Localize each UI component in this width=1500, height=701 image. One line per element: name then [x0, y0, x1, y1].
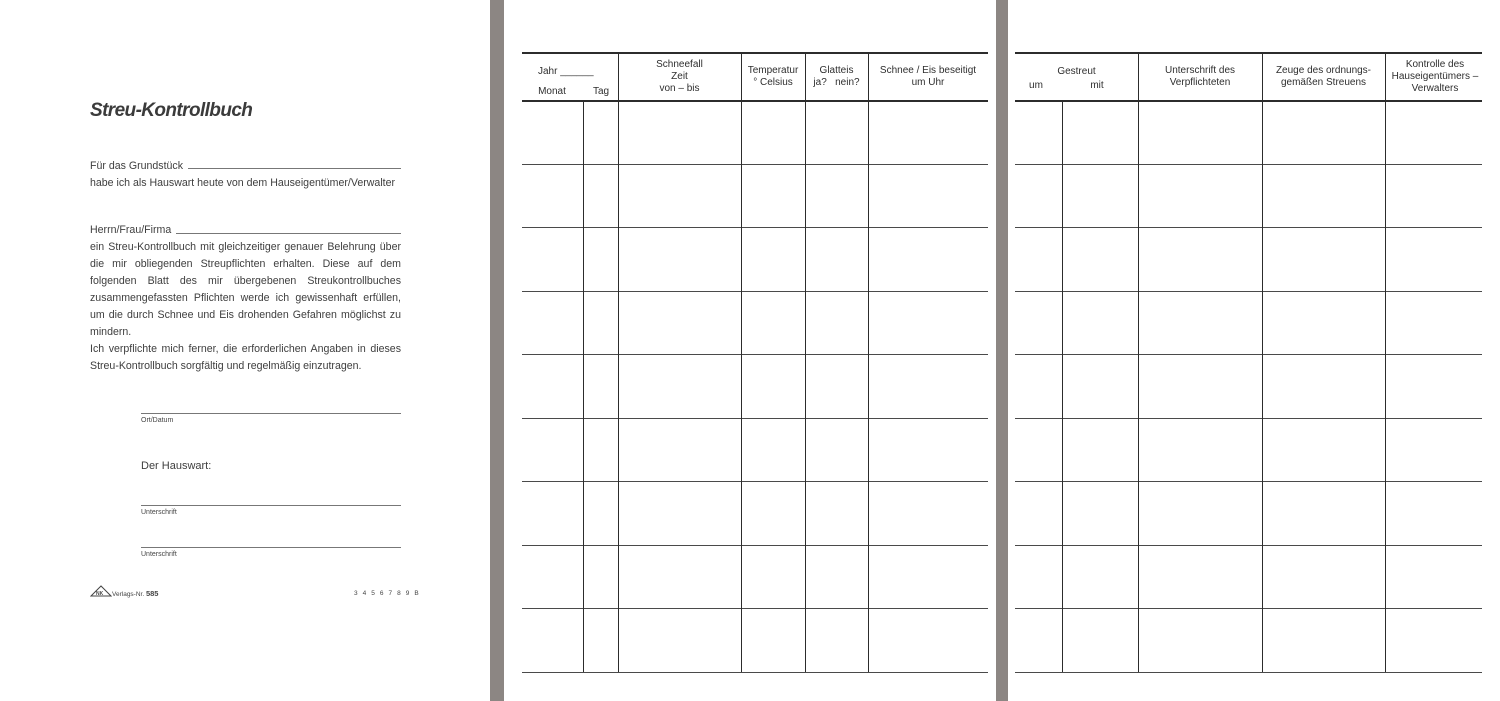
- grundstueck-line[interactable]: [188, 168, 401, 169]
- mid-top-rule: [522, 52, 988, 54]
- mid-row-line: [522, 164, 988, 165]
- header-schnee-eis: Schnee / Eis beseitigt um Uhr: [879, 65, 977, 88]
- unterschrift-label-1: Unterschrift: [141, 509, 177, 516]
- mid-row-line: [522, 545, 988, 546]
- mid-column-line: [805, 52, 806, 672]
- header-zeuge: Zeuge des ordnungs- gemäßen Streuens: [1275, 65, 1372, 88]
- header-schneefall: Schneefall Zeit von – bis: [656, 59, 703, 94]
- grundstueck-label: Für das Grundstück: [90, 160, 184, 172]
- mid-row-line: [522, 608, 988, 609]
- right-page: [1008, 0, 1500, 701]
- signature-line-1[interactable]: [141, 505, 401, 506]
- right-subcolumn-line: [1062, 100, 1063, 672]
- mid-header-rule: [522, 100, 988, 102]
- mid-column-line: [741, 52, 742, 672]
- hauswart-sentence: habe ich als Hauswart heute von dem Hauseigentümer/Verwalter: [90, 177, 396, 189]
- unterschrift-label-2: Unterschrift: [141, 551, 177, 558]
- header-temperatur: Temperatur ° Celsius: [747, 65, 799, 88]
- right-row-line: [1015, 481, 1482, 482]
- middle-page: [504, 0, 996, 701]
- header-gestreut: Gestreut: [1057, 66, 1096, 77]
- header-mit: mit: [1090, 80, 1104, 91]
- book-gutter-2: [996, 0, 1008, 701]
- right-row-line: [1015, 291, 1482, 292]
- signature-line-2[interactable]: [141, 547, 401, 548]
- book-gutter: [490, 0, 504, 701]
- header-kontrolle: Kontrolle des Hauseigentümers – Verwalters: [1391, 59, 1479, 94]
- mid-row-line: [522, 354, 988, 355]
- right-row-line: [1015, 545, 1482, 546]
- verlag-number: Verlags-Nr. 585: [112, 589, 159, 598]
- mid-column-line: [868, 52, 869, 672]
- page-title: Streu-Kontrollbuch: [90, 100, 253, 121]
- right-row-line: [1015, 672, 1482, 673]
- right-row-line: [1015, 227, 1482, 228]
- logo-lettering: NK: [96, 591, 104, 597]
- left-page: [0, 0, 490, 701]
- right-row-line: [1015, 608, 1482, 609]
- mid-row-line: [522, 481, 988, 482]
- mid-row-line: [522, 418, 988, 419]
- header-unterschrift: Unterschrift des Verpflichteten: [1164, 65, 1236, 88]
- right-row-line: [1015, 418, 1482, 419]
- mid-column-line: [618, 52, 619, 672]
- mid-row-line: [522, 291, 988, 292]
- header-um: um: [1029, 80, 1043, 91]
- ort-datum-label: Ort/Datum: [141, 417, 174, 424]
- right-row-line: [1015, 164, 1482, 165]
- right-column-line: [1138, 52, 1139, 672]
- herrn-label: Herrn/Frau/Firma: [90, 224, 172, 236]
- mid-row-line: [522, 672, 988, 673]
- instruction-paragraph: ein Streu-Kontrollbuch mit gleichzeitiger genauer Belehrung über die mir obliegenden Streupflichten erhalten. Diese auf dem folgenden Blatt des mir übergebenen Streukontrollbuches zusammengefassten Pflichten werde ich gewissenhaft erfüllen, um die durch Schnee und Eis drohenden Gefahren möglichst zu mindern.: [90, 241, 401, 338]
- right-row-line: [1015, 354, 1482, 355]
- right-top-rule: [1015, 52, 1482, 54]
- header-glatteis: Glatteis ja? nein?: [813, 65, 860, 88]
- article-code: 3 4 5 6 7 8 9 B: [354, 590, 421, 597]
- header-tag: Tag: [592, 86, 610, 97]
- header-jahr: Jahr ______: [538, 66, 594, 77]
- right-header-rule: [1015, 100, 1482, 102]
- mid-row-line: [522, 227, 988, 228]
- right-column-line: [1262, 52, 1263, 672]
- hauswart-label: Der Hauswart:: [141, 460, 212, 472]
- herrn-line[interactable]: [176, 233, 401, 234]
- right-column-line: [1385, 52, 1386, 672]
- ort-datum-line[interactable]: [141, 413, 401, 414]
- header-monat: Monat: [538, 86, 566, 97]
- mid-subcolumn-line: [583, 100, 584, 672]
- obligation-paragraph: Ich verpflichte mich ferner, die erforderlichen Angaben in dieses Streu-Kontrollbuch sorgfältig und regelmäßig einzutragen.: [90, 343, 401, 372]
